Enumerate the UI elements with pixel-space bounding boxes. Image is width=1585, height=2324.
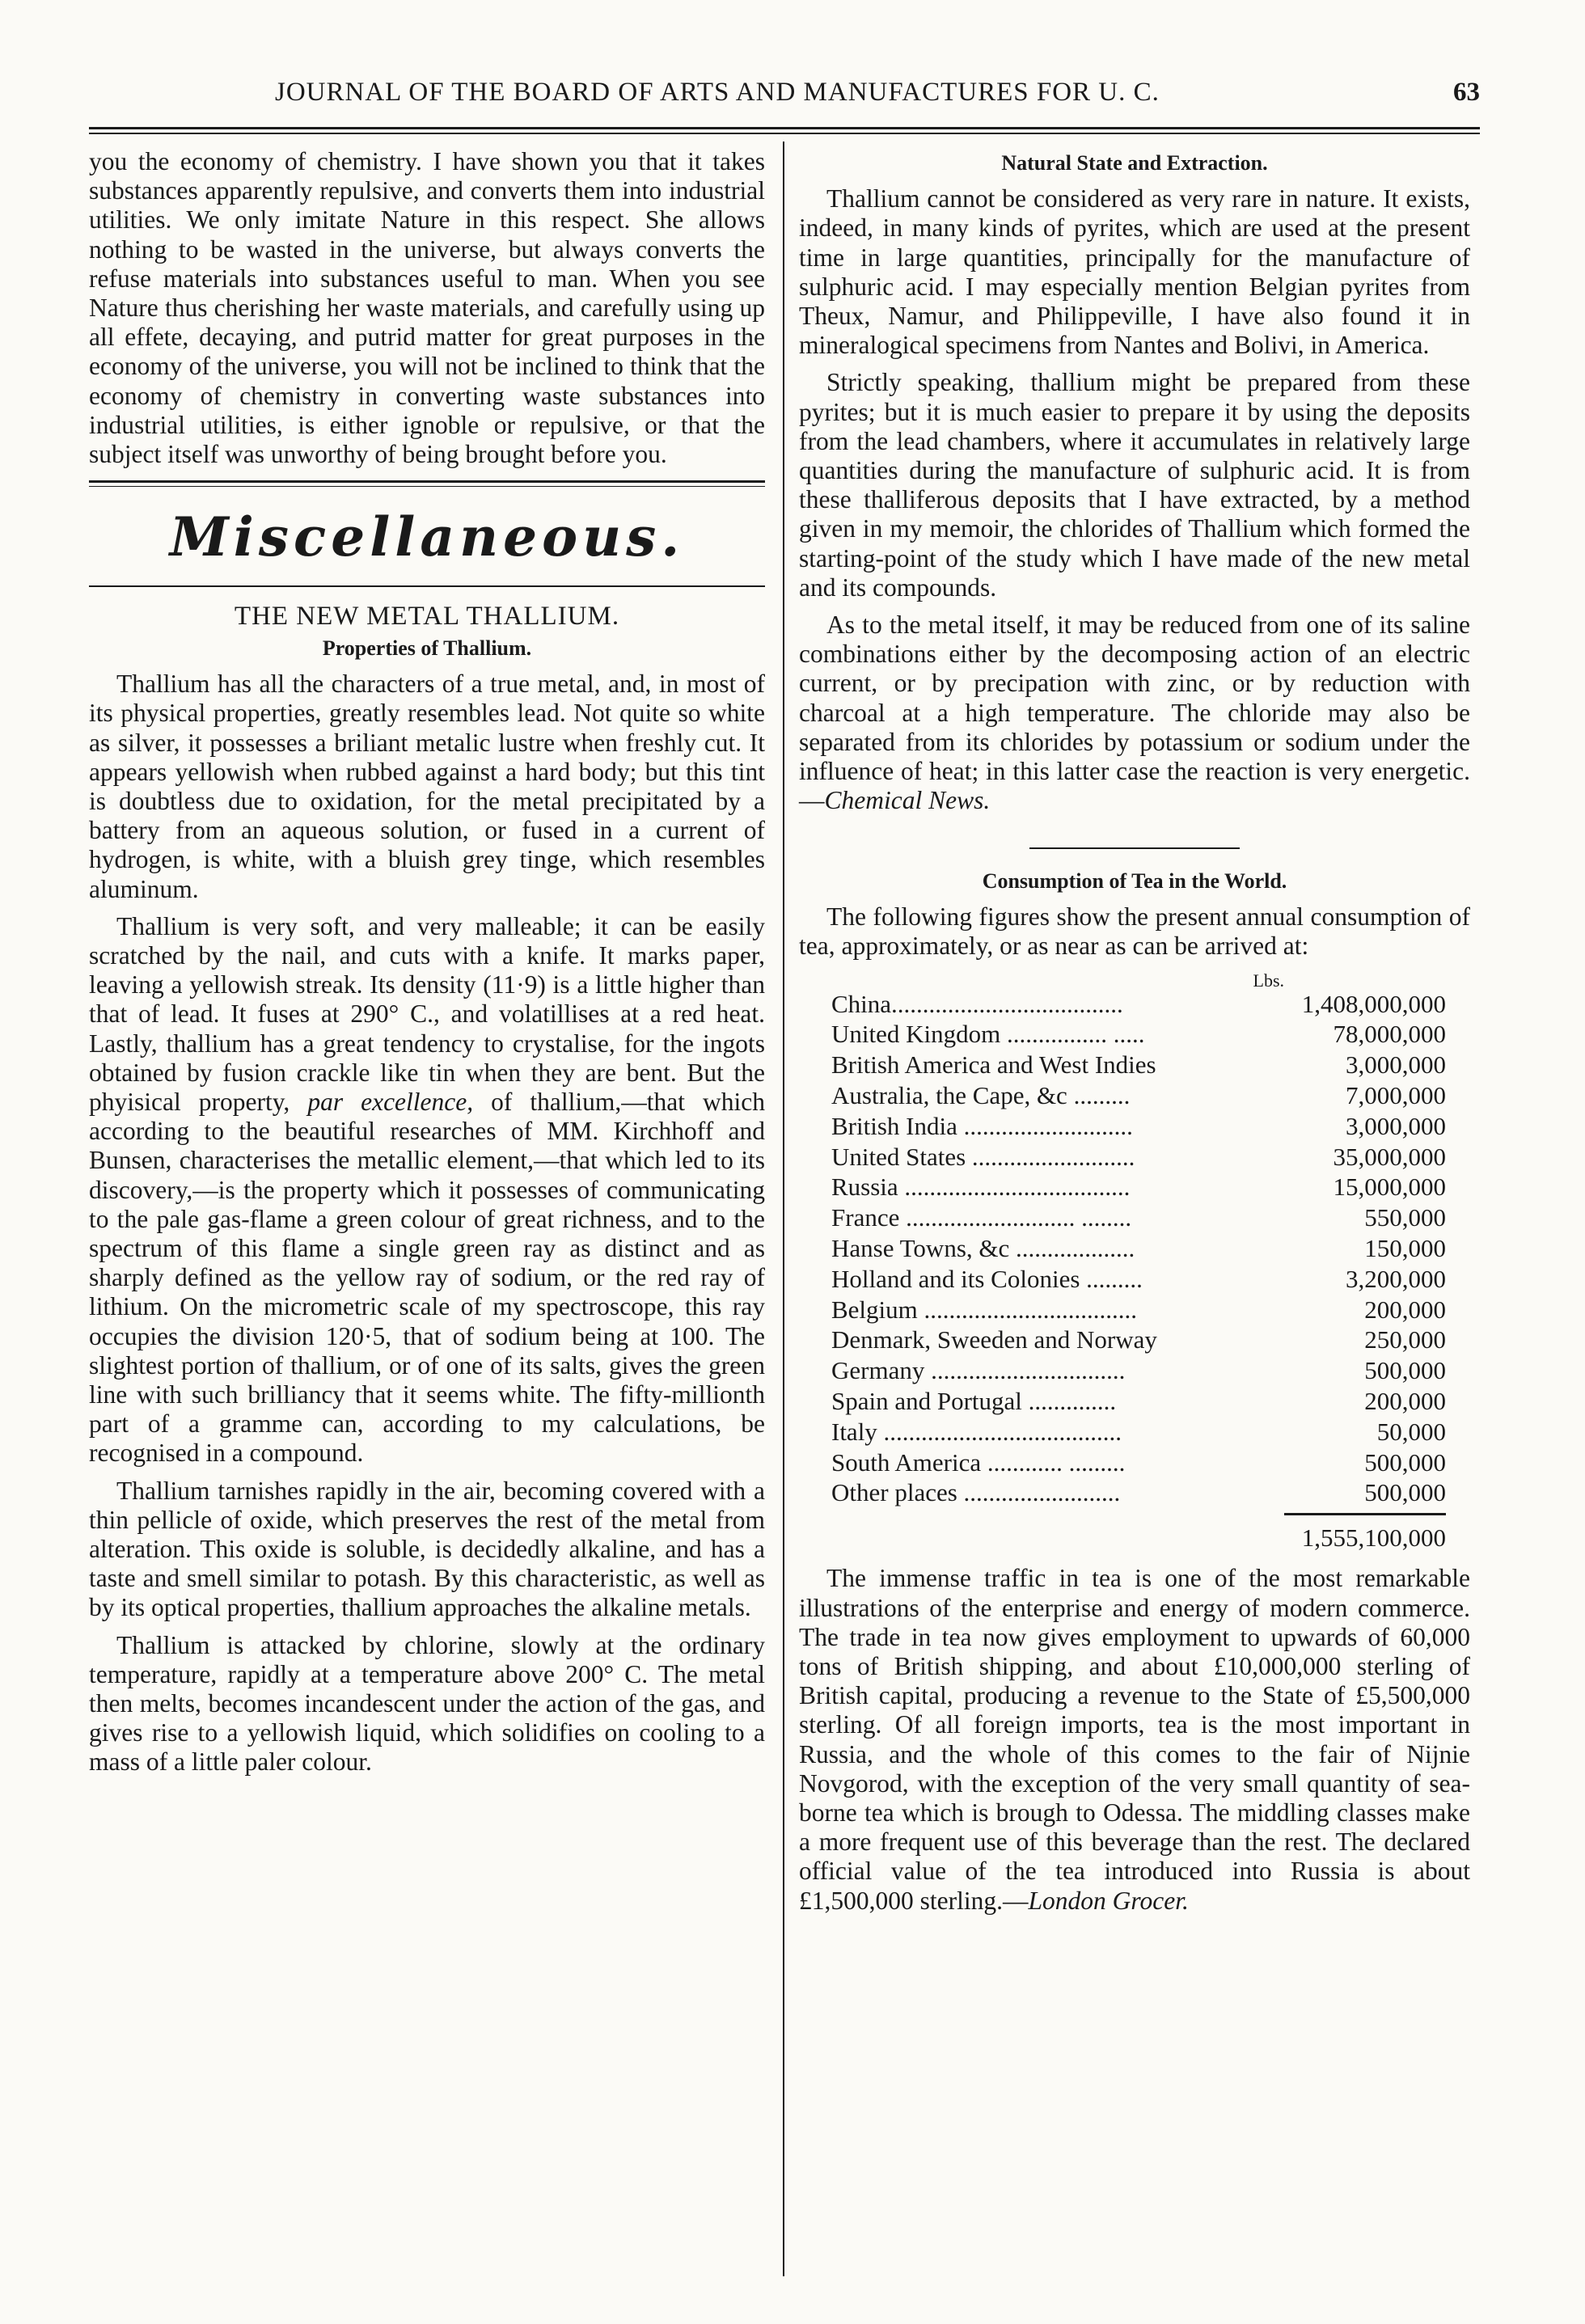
page-header bbox=[89, 73, 1480, 121]
header-rule-top bbox=[89, 127, 1480, 129]
right-column bbox=[799, 147, 1470, 1924]
country-name: Italy ...................................... bbox=[831, 1417, 1122, 1446]
consumption-value: 3,000,000 bbox=[1346, 1050, 1446, 1080]
unit-label: Lbs. bbox=[1253, 970, 1284, 991]
subheading-properties: Properties of Thallium. bbox=[322, 636, 532, 660]
consumption-value: 3,000,000 bbox=[1346, 1111, 1446, 1140]
country-name: Hanse Towns, &c ................... bbox=[831, 1233, 1135, 1262]
country-name: United States .......................... bbox=[831, 1142, 1135, 1171]
section-rule-double bbox=[89, 480, 765, 487]
country-name: Germany ............................... bbox=[831, 1356, 1126, 1385]
consumption-value: 78,000,000 bbox=[1333, 1020, 1446, 1049]
country-name: Russia .................................... bbox=[831, 1173, 1131, 1202]
table-row bbox=[831, 1477, 1446, 1508]
miscellaneous-heading: Miscellaneous. bbox=[169, 505, 685, 569]
paragraph-tarnish: Thallium tarnishes rapidly in the air, becoming covered with a thin pellicle of oxide, which preserves the rest of the metal from alteration. This oxide is soluble, is decidedly alkaline, and has a taste and smell similar to potash. By this characteristic, as well as by its optical properties, thallium approaches the alkaline metals. bbox=[89, 1476, 765, 1622]
table-row bbox=[831, 1233, 1446, 1264]
paragraph-tea-intro: The following figures show the present annual consumption of tea, approximately, or as near as can be arrived at: bbox=[799, 902, 1470, 961]
table-row bbox=[831, 1111, 1446, 1142]
subheading-tea: Consumption of Tea in the World. bbox=[982, 868, 1287, 893]
table-row bbox=[831, 1172, 1446, 1202]
consumption-value: 250,000 bbox=[1364, 1325, 1446, 1354]
country-name: China..................................... bbox=[831, 989, 1123, 1018]
consumption-value: 50,000 bbox=[1376, 1417, 1446, 1446]
table-row bbox=[831, 1295, 1446, 1325]
country-name: Denmark, Sweeden and Norway bbox=[831, 1325, 1157, 1354]
country-name: British America and West Indies bbox=[831, 1050, 1156, 1080]
consumption-value: 550,000 bbox=[1364, 1203, 1446, 1232]
header-rule-bottom bbox=[89, 133, 1480, 134]
article-title: THE NEW METAL THALLIUM. bbox=[234, 601, 620, 631]
consumption-value: 1,408,000,000 bbox=[1301, 989, 1446, 1018]
table-row bbox=[831, 1080, 1446, 1111]
country-name: Holland and its Colonies ......... bbox=[831, 1264, 1143, 1293]
consumption-value: 150,000 bbox=[1364, 1233, 1446, 1262]
table-row bbox=[831, 1355, 1446, 1386]
section-rule bbox=[1029, 847, 1240, 849]
subheading-natural-state: Natural State and Extraction. bbox=[1001, 151, 1268, 175]
country-name: Other places ......................... bbox=[831, 1478, 1121, 1507]
consumption-value: 500,000 bbox=[1364, 1447, 1446, 1477]
section-rule bbox=[89, 585, 765, 587]
table-row bbox=[831, 1142, 1446, 1173]
consumption-value: 200,000 bbox=[1364, 1295, 1446, 1324]
consumption-value: 35,000,000 bbox=[1333, 1142, 1446, 1171]
left-column bbox=[89, 147, 765, 1785]
consumption-value: 7,000,000 bbox=[1346, 1080, 1446, 1109]
paragraph-rarity: Thallium cannot be considered as very rare in nature. It exists, indeed, in many kinds of pyrites, which are used at the present time in large quantities, principally for the manufacture of sulphuric acid. I may especially mention Belgian pyrites from Theux, Namur, and Philippeville, I have also found it in mineralogical specimens from Nantes and Bolivi, in America. bbox=[799, 184, 1470, 360]
country-name: British India ........................... bbox=[831, 1111, 1133, 1140]
paragraph-reduction: As to the metal itself, it may be reduced from one of its saline combinations either by the decomposing action of an electric current, or by precipation with zinc, or by reduction with charcoal at a high temperature. The chloride may also be separated from its chlorides by potassium or sodium under the influence of heat; in this latter case the reaction is very energetic.—Chemical News. bbox=[799, 611, 1470, 815]
paragraph-chlorine: Thallium is attacked by chlorine, slowly at the ordinary temperature, rapidly at a temperature above 200° C. The metal then melts, becomes incandescent under the action of the gas, and gives rise to a yellowish liquid, which solidifies on cooling to a mass of a little paler colour. bbox=[89, 1630, 765, 1777]
tea-consumption-table bbox=[831, 989, 1446, 1509]
table-row bbox=[831, 1447, 1446, 1478]
country-name: United Kingdom ................ ..... bbox=[831, 1020, 1145, 1049]
table-row bbox=[831, 1202, 1446, 1233]
consumption-value: 500,000 bbox=[1364, 1478, 1446, 1507]
table-row bbox=[831, 1050, 1446, 1080]
tea-total: 1,555,100,000 bbox=[1301, 1523, 1446, 1553]
consumption-value: 500,000 bbox=[1364, 1356, 1446, 1385]
paragraph-softness: Thallium is very soft, and very malleable; it can be easily scratched by the nail, and cuts with a knife. It marks paper, leaving a yellowish streak. Its density (11·9) is a little higher than that of lead. It fuses at 290° C., and volatillises at a red heat. Lastly, thallium has a great tendency to crystalise, for the ingots obtained by fusion crackle like tin when they are bent. But the phyisical property, par excellence, of thallium,—that which according to the beautiful researches of MM. Kirchhoff and Bunsen, characterises the metallic element,—that which led to its discovery,—is the property which it possesses of communicating to the pale gas-flame a green colour of great richness, and to the spectrum of this flame a single green ray as distinct and as sharply defined as the yellow ray of sodium, or the red ray of lithium. On the micrometric scale of my spectroscope, this ray occupies the division 120·5, that of sodium being at 100. The slightest portion of thallium, or of one of its salts, gives the green line with such brilliancy that it seems white. The fifty-millionth part of a gramme can, according to my calculations, be recognised in a compound. bbox=[89, 911, 766, 1468]
table-row bbox=[831, 1417, 1446, 1447]
paragraph-preparation: Strictly speaking, thallium might be prepared from these pyrites; but it is much easier to prepare it by using the deposits from the lead chambers, where it accumulates in relatively large quantities during the manufacture of sulphuric acid. It is from these thalliferous deposits that I have extracted, by a method given in my memoir, the chlorides of Thallium which formed the starting-point of the study which I have made of the new metal and its compounds. bbox=[799, 368, 1470, 602]
paragraph-tea-traffic: The immense traffic in tea is one of the most remarkable illustrations of the enterprise and energy of modern commerce. The trade in tea now gives employment to upwards of 60,000 tons of British shipping, and about £10,000,000 sterling of British capital, producing a revenue to the State of £5,500,000 sterling. Of all foreign imports, tea is the most important in Russia, and the whole of this comes to the fair of Nijnie Novgorod, with the exception of the very small quantity of sea-borne tea which is brough to Odessa. The middling classes make a more frequent use of this beverage than the rest. The declared official value of the tea introduced into Russia is about £1,500,000 sterling.—London Grocer. bbox=[799, 1564, 1470, 1915]
intro-paragraph: you the economy of chemistry. I have shown you that it takes substances apparently repulsive, and converts them into industrial utilities. We only imitate Nature in this respect. She allows nothing to be wasted in the universe, but always converts the refuse materials into substances useful to man. When you see Nature thus cherishing her waste materials, and carefully using up all effete, decaying, and putrid matter for great purposes in the economy of the universe, you will not be inclined to think that the economy of chemistry in converting waste substances into industrial utilities, is either ignoble or repulsive, or that the subject itself was unworthy of being brought before you. bbox=[89, 147, 765, 469]
consumption-value: 200,000 bbox=[1364, 1386, 1446, 1415]
table-row bbox=[831, 1264, 1446, 1295]
country-name: Spain and Portugal .............. bbox=[831, 1386, 1117, 1415]
country-name: Australia, the Cape, &c ......... bbox=[831, 1080, 1131, 1109]
column-divider bbox=[783, 142, 784, 2276]
country-name: Belgium .................................. bbox=[831, 1295, 1138, 1324]
table-row bbox=[831, 1325, 1446, 1355]
consumption-value: 15,000,000 bbox=[1333, 1173, 1446, 1202]
page-number: 63 bbox=[1453, 78, 1480, 107]
paragraph-characters: Thallium has all the characters of a true metal, and, in most of its physical properties, greatly resembles lead. Not quite so white as silver, it possesses a briliant metalic lustre when freshly cut. It appears yellowish when rubbed against a hard body; but this tint is doubtless due to oxidation, for the metal precipitated by a battery from an aqueous solution, or fused in a current of hydrogen, is white, with a bluish grey tinge, which resembles aluminum. bbox=[89, 670, 765, 903]
country-name: South America ............ ......... bbox=[831, 1447, 1126, 1477]
journal-title: JOURNAL OF THE BOARD OF ARTS AND MANUFACTURES FOR U. C. bbox=[275, 78, 1160, 107]
table-row bbox=[831, 989, 1446, 1020]
table-row bbox=[831, 1386, 1446, 1417]
table-row bbox=[831, 1019, 1446, 1050]
country-name: France ........................... ........ bbox=[831, 1203, 1132, 1232]
consumption-value: 3,200,000 bbox=[1346, 1264, 1446, 1293]
total-rule bbox=[1284, 1513, 1446, 1515]
